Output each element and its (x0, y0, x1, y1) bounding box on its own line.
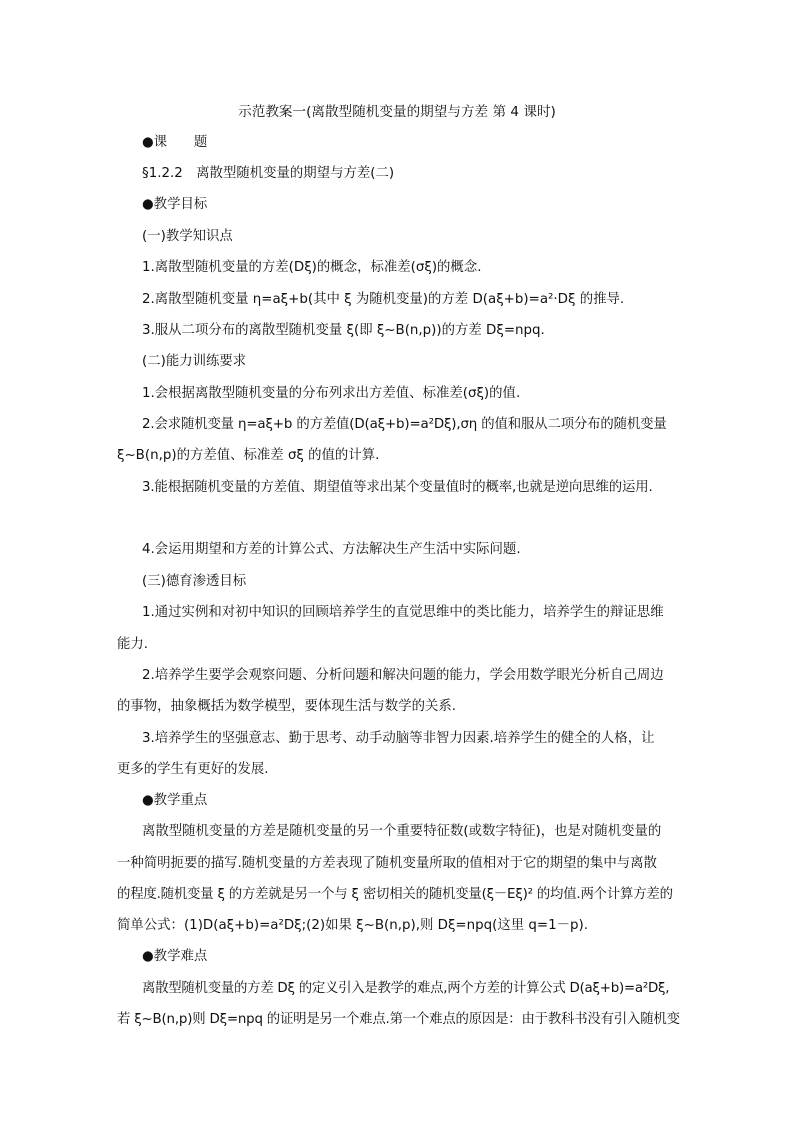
ability-item-3: 3.能根据随机变量的方差值、期望值等求出某个变量值时的概率,也就是逆向思维的运用. (142, 480, 653, 495)
key-points-line-1: 离散型随机变量的方差是随机变量的另一个重要特征数(或数字特征)，也是对随机变量的 (142, 824, 662, 839)
moral-item-1-line-2: 能力. (117, 637, 149, 652)
subsection-heading-knowledge: (一)教学知识点 (142, 229, 233, 244)
section-heading-topic: ●课 题 (142, 135, 208, 150)
moral-item-2-line-2: 的事物，抽象概括为数学模型，要体现生活与数学的关系. (117, 699, 457, 714)
difficulties-line-1: 离散型随机变量的方差 Dξ 的定义引入是教学的难点,两个方差的计算公式 D(aξ+b)=a²Dξ, (142, 981, 670, 996)
key-points-line-2: 一种简明扼要的描写.随机变量的方差表现了随机变量所取的值相对于它的期望的集中与离散 (117, 856, 657, 871)
moral-item-3-line-1: 3.培养学生的坚强意志、勤于思考、动手动脑等非智力因素.培养学生的健全的人格，让 (142, 731, 655, 746)
key-points-line-4: 简单公式：(1)D(aξ+b)=a²Dξ;(2)如果 ξ~B(n,p),则 Dξ=npq(这里 q=1－p). (117, 918, 588, 933)
section-heading-objectives: ●教学目标 (142, 197, 208, 212)
section-heading-key-points: ●教学重点 (142, 793, 208, 808)
ability-item-1: 1.会根据离散型随机变量的分布列求出方差值、标准差(σξ)的值. (142, 386, 521, 401)
ability-item-4: 4.会运用期望和方差的计算公式、方法解决生产生活中实际问题. (142, 542, 521, 557)
lesson-topic: §1.2.2 离散型随机变量的期望与方差(二) (142, 166, 395, 181)
subsection-heading-moral: (三)德育渗透目标 (142, 574, 247, 589)
key-points-line-3: 的程度.随机变量 ξ 的方差就是另一个与 ξ 密切相关的随机变量(ξ－Eξ)² 的均值.两个计算方差的 (117, 887, 673, 902)
ability-item-2-line-2: ξ~B(n,p)的方差值、标准差 σξ 的值的计算. (117, 448, 380, 463)
knowledge-item-3: 3.服从二项分布的离散型随机变量 ξ(即 ξ~B(n,p))的方差 Dξ=npq. (142, 323, 545, 338)
difficulties-line-2: 若 ξ~B(n,p)则 Dξ=npq 的证明是另一个难点.第一个难点的原因是：由于教科书没有引入随机变 (117, 1012, 680, 1027)
document-title: 示范教案一(离散型随机变量的期望与方差 第 4 课时) (238, 104, 556, 120)
ability-item-2-line-1: 2.会求随机变量 η=aξ+b 的方差值(D(aξ+b)=a²Dξ),ση 的值和服从二项分布的随机变量 (142, 417, 667, 432)
knowledge-item-1: 1.离散型随机变量的方差(Dξ)的概念，标准差(σξ)的概念. (142, 260, 482, 275)
moral-item-3-line-2: 更多的学生有更好的发展. (117, 762, 269, 777)
section-heading-difficulties: ●教学难点 (142, 949, 208, 964)
moral-item-1-line-1: 1.通过实例和对初中知识的回顾培养学生的直觉思维中的类比能力，培养学生的辩证思维 (142, 605, 664, 620)
knowledge-item-2: 2.离散型随机变量 η=aξ+b(其中 ξ 为随机变量)的方差 D(aξ+b)=a²·Dξ 的推导. (142, 292, 625, 307)
subsection-heading-ability: (二)能力训练要求 (142, 354, 247, 369)
moral-item-2-line-1: 2.培养学生要学会观察问题、分析问题和解决问题的能力，学会用数学眼光分析自己周边 (142, 668, 664, 683)
